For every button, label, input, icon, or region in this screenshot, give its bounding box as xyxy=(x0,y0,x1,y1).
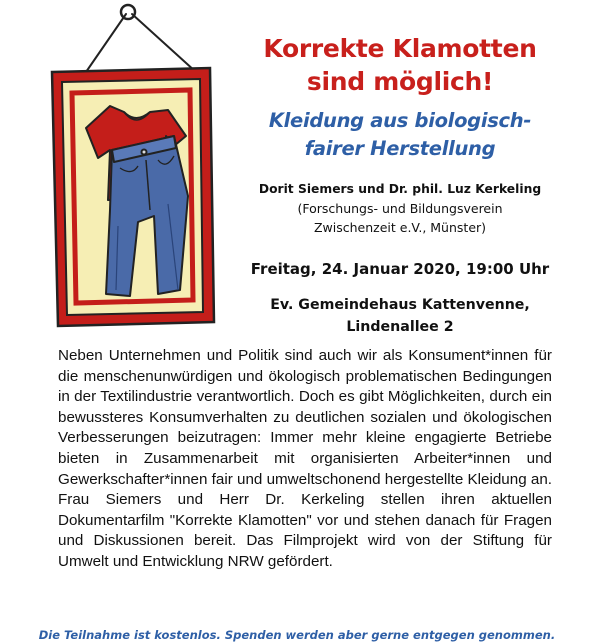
speaker-org-line-1: (Forschungs- und Bildungsverein xyxy=(297,201,503,216)
speakers-block xyxy=(232,180,568,237)
nail-icon xyxy=(121,5,135,19)
venue-line-2: Lindenallee 2 xyxy=(346,319,454,335)
subtitle-line-2: fairer Herstellung xyxy=(304,137,496,160)
speaker-names: Dorit Siemers und Dr. phil. Luz Kerkeling xyxy=(258,182,542,196)
footer-note: Die Teilnahme ist kostenlos. Spenden werden aber gerne entgegen genommen. xyxy=(38,628,556,642)
subtitle-line-1: Kleidung aus biologisch- xyxy=(268,109,532,132)
framed-clothes-illustration xyxy=(28,0,240,335)
event-date: Freitag, 24. Januar 2020, 19:00 Uhr xyxy=(250,260,550,278)
hanging-string xyxy=(86,14,196,72)
title-line-1: Korrekte Klamotten xyxy=(263,34,537,63)
speaker-org-line-2: Zwischenzeit e.V., Münster) xyxy=(313,220,487,235)
description-paragraph: Neben Unternehmen und Politik sind auch wir als Konsument*innen für die menschenunwürdigen und ökologisch problematischen Bedingungen in der Textilindustrie verantwortlich. Doch es gibt Möglichkeiten, durch ein bewussteres Konsumverhalten zu deutlichen sozialen und ökologischen Verbesserungen beizutragen: Immer mehr kleine engagierte Betriebe bieten in Zusammenarbeit mit organisierten Arbeiter*innen und Gewerkschafter*innen fair und umweltschonend hergestellte Kleidung an. Frau Siemers und Herr Dr. Kerkeling stellen ihren aktuellen Dokumentarfilm "Korrekte Klamotten" vor und stehen danach für Fragen und Diskussionen bereit. Das Filmprojekt wird von der Stiftung für Umwelt und Entwicklung NRW gefördert. xyxy=(58,347,552,570)
venue-line-1: Ev. Gemeindehaus Kattenvenne, xyxy=(270,297,530,313)
title-line-2: sind möglich! xyxy=(306,67,494,96)
